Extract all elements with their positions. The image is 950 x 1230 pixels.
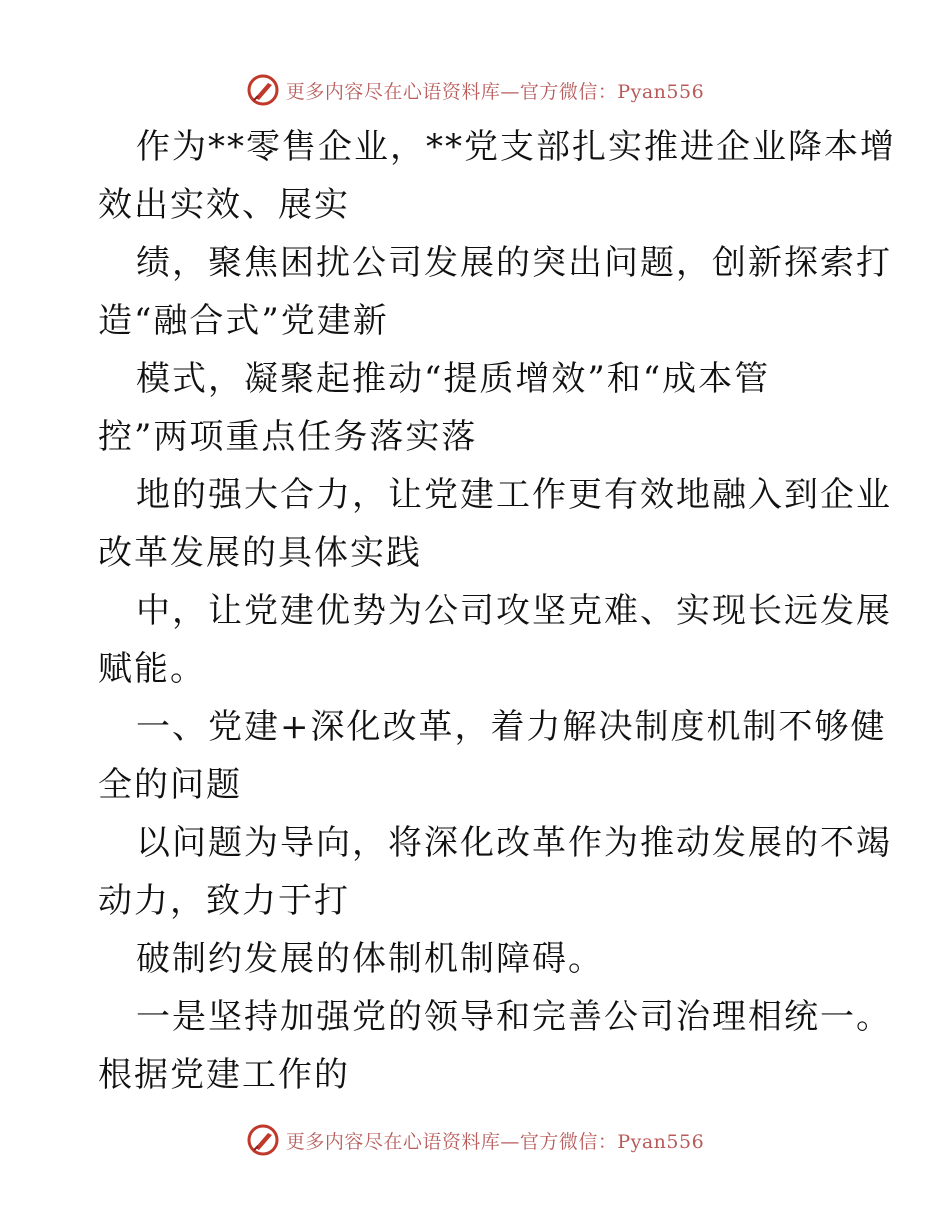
text-line: 改革发展的具体实践	[98, 533, 422, 573]
text-line: 作为**零售企业，**党支部扎实推进企业降本增	[136, 127, 896, 167]
watermark-text: 更多内容尽在心语资料库—官方微信：Pyan556	[285, 1130, 705, 1153]
text-line: 控”两项重点任务落实落	[98, 417, 478, 457]
text-line: 中，让党建优势为公司攻坚克难、实现长远发展	[136, 591, 892, 631]
text-line: 造“融合式”党建新	[98, 301, 389, 341]
text-line: 动力，致力于打	[98, 881, 350, 921]
watermark-text: 更多内容尽在心语资料库—官方微信：Pyan556	[285, 80, 705, 103]
watermark-footer	[0, 1120, 950, 1160]
quill-logo-icon	[246, 1123, 280, 1157]
text-line: 以问题为导向，将深化改革作为推动发展的不竭	[136, 823, 892, 863]
text-line: 绩，聚焦困扰公司发展的突出问题，创新探索打	[136, 243, 892, 283]
text-line: 根据党建工作的	[98, 1055, 350, 1095]
text-line: 一是坚持加强党的领导和完善公司治理相统一。	[136, 997, 892, 1037]
section-heading: 全的问题	[98, 765, 242, 805]
section-heading: 一、党建+深化改革，着力解决制度机制不够健	[136, 707, 887, 747]
text-line: 模式，凝聚起推动“提质增效”和“成本管	[136, 359, 771, 399]
text-line: 地的强大合力，让党建工作更有效地融入到企业	[136, 475, 892, 515]
text-line: 效出实效、展实	[98, 185, 350, 225]
text-line: 破制约发展的体制机制障碍。	[136, 939, 604, 979]
text-line: 赋能。	[98, 649, 206, 689]
